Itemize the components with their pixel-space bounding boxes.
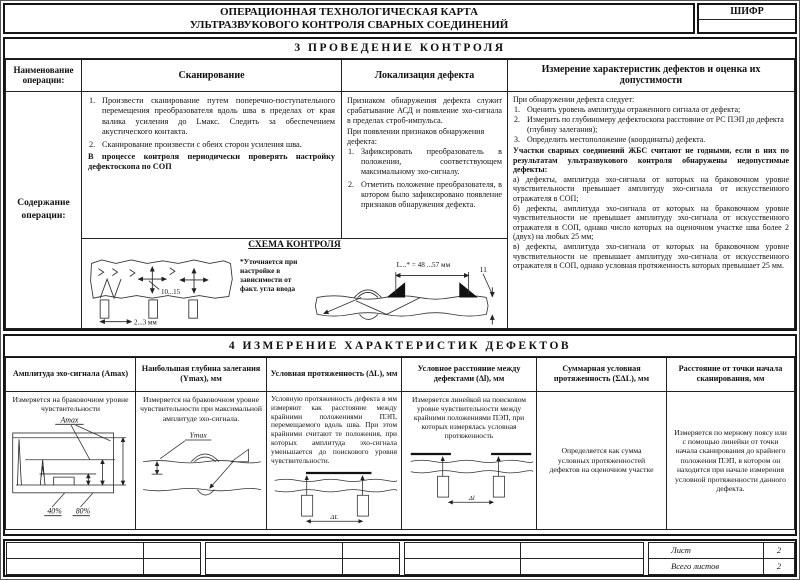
s3-local-sub: При появлении признаков обнаружения дефекта:: [347, 126, 485, 146]
section-3-block: [3, 37, 797, 331]
s4-col-header-distance: Условное расстояние между дефектами (Δl), мм: [401, 356, 537, 392]
s3-col-header-scan: Сканирование: [81, 58, 342, 92]
footer-empty-cell: [143, 542, 201, 559]
s4-col-header-position: Расстояние от точки начала сканирования, мм: [666, 356, 795, 392]
schema-dim-l-label: L...* = 48 ...57 мм: [396, 260, 451, 269]
footer-empty-cell: [342, 558, 400, 575]
s3-local-item-1-text: Зафиксировать преобразователь в положении, соответствующем максимальному эхо-сигналу.: [361, 147, 502, 177]
s3-measure-bold: Участки сварных соединений ЖБС считают не годными, если в них по результатам ультразвукового контроля обнаружены недопустимые дефекты:: [513, 145, 789, 175]
s4-col-header-depth: Наибольшая глубина залегания (Ymax), мм: [135, 356, 267, 392]
s3-measure-item-2-text: Измерить по глубиномеру дефектоскопа расстояние от РС ПЭП до дефекта (глубину залегания);: [527, 115, 784, 134]
footer-total-value: 2: [763, 558, 795, 575]
s3-row-label: Содержание операции:: [17, 198, 70, 221]
schema-title: СХЕМА КОНТРОЛЯ: [248, 240, 341, 250]
s4-distance-cell: [401, 391, 537, 530]
s3-defect-b: б) дефекты, амплитуда эхо-сигнала от которых на браковочном уровне чувствительности не превышает амплитуду эхо-сигнала от искусственного отражателя в СОП, однако число которых на оценочном участке шва более 2 (двух) на любых 25 мм;: [513, 203, 789, 242]
s4-depth-text: Измеряется на браковочном уровне чувствительности при максимальной амплитуде эхо-сигнала.: [140, 395, 262, 423]
s4-length-cell: [266, 391, 402, 530]
s3-measure-intro: При обнаружении дефекта следует:: [513, 95, 635, 104]
s3-row-label-cell: [5, 91, 82, 329]
s3-measure-item-3: [513, 135, 789, 145]
s4-col-header-amplitude: Амплитуда эхо-сигнала (Аmax): [5, 356, 136, 392]
weld-section-drawing: [312, 251, 505, 327]
footer-empty-cell: [520, 542, 644, 559]
footer-empty-cell: [6, 558, 144, 575]
cipher-label: ШИФР: [699, 5, 795, 20]
scan-pattern-drawing: [86, 253, 236, 326]
list-number: 1.: [348, 147, 355, 157]
footer-empty-cell: [6, 542, 144, 559]
footer-sheet-value: 2: [763, 542, 795, 559]
footer-empty-cell: [205, 558, 343, 575]
list-number: 2.: [89, 139, 96, 149]
level-80-label: 80%: [75, 506, 91, 516]
s3-measure-item-1-text: Оценить уровень амплитуды отраженного сигнала от дефекта;: [527, 104, 741, 114]
s4-amplitude-cell: [5, 391, 136, 530]
s3-local-intro: Признаком обнаружения дефекта служит срабатывание АСД и появление эхо-сигнала в пределах строб-импульса.: [347, 96, 502, 126]
list-number: 2.: [514, 115, 520, 125]
list-number: 3.: [514, 135, 520, 145]
s4-length-text: Условную протяженность дефекта в мм измеряют как расстояние между крайними положениями ПЭП, перемещаемого вдоль шва. При этом крайними считают те положения, при которых амплитуда эхо-сигнала уменьшается до поискового уровня чувствительности.: [271, 394, 397, 465]
footer-empty-cell: [404, 542, 521, 559]
s3-defect-v: в) дефекты, амплитуда эхо-сигнала от которых на браковочном уровне чувствительности не превышает амплитуду эхо-сигнала от искусственного отражателя в СОП, однако условная протяженность которых превышает 25 мм.: [513, 241, 789, 271]
footer-total-label: Всего листов: [648, 558, 764, 575]
schema-dim-width-label: 10...15: [161, 287, 181, 296]
section-4-title: 4 ИЗМЕРЕНИЕ ХАРАКТЕРИСТИК ДЕФЕКТОВ: [5, 336, 795, 358]
s3-col-header-name: Наименование операции:: [5, 58, 82, 92]
footer-empty-cell: [342, 542, 400, 559]
list-number: 2.: [348, 179, 355, 189]
s4-amplitude-text: Измеряется на браковочном уровне чувствительности: [12, 395, 129, 414]
schema-dim-step-label: 2...3 мм: [134, 318, 157, 326]
schema-scan-diagram: [86, 253, 236, 326]
footer-title-block: [3, 539, 797, 577]
s3-local-item-2: [347, 180, 502, 211]
schema-note: *Уточняется при настройке в зависимости от факт. угла ввода: [240, 257, 298, 293]
s4-depth-cell: [135, 391, 267, 530]
s3-scan-item-2: [88, 140, 335, 150]
s4-position-text: Измеряется по мерному поясу или с помощью линейки от точки начала сканирования до крайнего положения ПЭП, в котором он находится при начале измерения условной протяженности данного дефекта.: [674, 427, 787, 494]
depth-drawing: [140, 429, 264, 503]
schema-thickness-label: 11: [479, 265, 487, 275]
s4-total-cell: [536, 391, 667, 530]
cipher-block: [697, 3, 797, 34]
cipher-value-cell: [699, 20, 795, 33]
s4-distance-text: Измеряется линейкой на поисковом уровне чувствительности между крайними положениями ПЭП, при которых измерялась условная протяженность: [411, 395, 527, 440]
ascan-drawing: [8, 414, 134, 526]
dl-label: ΔL: [330, 514, 339, 522]
s3-scan-item-2-text: Сканирование произвести с обеих сторон усиления шва.: [102, 139, 302, 149]
s3-measure-cell: [507, 91, 795, 329]
s4-col-header-total: Суммарная условная протяженность (ΣΔL), мм: [536, 356, 667, 392]
footer-empty-cell: [205, 542, 343, 559]
s4-total-text: Определяется как сумма условных протяженностей дефектов на оценочном участке: [549, 446, 654, 475]
footer-empty-cell: [404, 558, 521, 575]
s3-scan-cell: [81, 91, 342, 239]
section-3-title: 3 ПРОВЕДЕНИЕ КОНТРОЛЯ: [5, 39, 795, 60]
footer-sheet-label: Лист: [648, 542, 764, 559]
s3-schema-cell: [81, 238, 508, 329]
s3-measure-item-2: [513, 115, 789, 134]
dli-drawing: [407, 448, 535, 506]
s3-defect-a: а) дефекты, амплитуда эхо-сигнала от которых на браковочном уровне чувствительности превышает амплитуду эхо-сигнала от искусственного отражателя в СОП;: [513, 174, 789, 203]
amax-label: Аmax: [60, 415, 79, 425]
s3-measure-item-3-text: Определить местоположение (координаты) дефекта.: [527, 135, 706, 145]
schema-weld-diagram: [312, 251, 505, 327]
dl-drawing: [271, 467, 399, 525]
s4-col-header-length: Условная протяженность (ΔL), мм: [266, 356, 402, 392]
dli-label: Δl: [468, 495, 475, 503]
document-title-block: [3, 3, 695, 34]
s3-local-item-1: [347, 147, 502, 178]
list-number: 1.: [89, 96, 96, 105]
document-title-line2: УЛЬТРАЗВУКОВОГО КОНТРОЛЯ СВАРНЫХ СОЕДИНЕНИЙ: [189, 18, 509, 31]
section-4-block: [3, 334, 797, 536]
s3-scan-item-1: [88, 96, 335, 138]
s3-local-cell: [341, 91, 508, 239]
s3-col-header-measure: Измерение характеристик дефектов и оценка их допустимости: [507, 58, 795, 92]
ymax-label: Ymax: [189, 430, 207, 440]
list-number: 1.: [514, 104, 520, 114]
s4-position-cell: [666, 391, 795, 530]
s3-scan-note: В процессе контроля периодически проверять настройку дефектоскопа по СОП: [88, 152, 335, 172]
s3-local-item-2-text: Отметить положение преобразователя, в котором было зафиксировано появление признаков обнаружения дефекта.: [361, 179, 502, 210]
footer-empty-cell: [520, 558, 644, 575]
level-40-label: 40%: [47, 506, 62, 516]
footer-empty-cell: [143, 558, 201, 575]
s3-scan-item-1-text: Произвести сканирование путем поперечно-поступательного перемещения преобразователя вдоль шва в пределах от края валика усиления до Lмакс. Следить за обеспечением акустического контакта.: [102, 96, 335, 137]
s3-measure-item-1: [513, 105, 789, 115]
document-title-line1: ОПЕРАЦИОННАЯ ТЕХНОЛОГИЧЕСКАЯ КАРТА: [219, 5, 479, 18]
s3-col-header-local: Локализация дефекта: [341, 58, 508, 92]
